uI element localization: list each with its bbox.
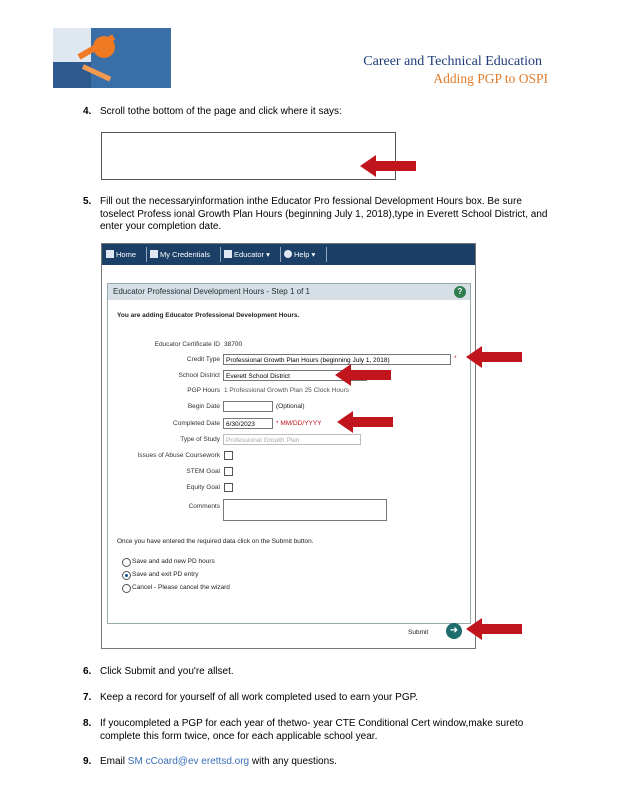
nav-home[interactable]: Home [106,250,136,259]
red-arrow-icon [466,346,522,368]
step-text: Click Submit and you're allset. [100,666,234,677]
red-arrow-icon [466,618,522,640]
option-save-exit-label: Save and exit PD entry [132,571,199,578]
red-arrow-icon [337,411,393,433]
nav-credentials[interactable]: My Credentials [150,250,210,259]
begin-date-hint: (Optional) [276,403,305,410]
step-text: If youcompleted a PGP for each year of thetwo- year CTE Conditional Cert window,make sureto complete this form twice, once for each applicable school year. [100,718,524,742]
step-number: 9. [83,756,92,767]
equity-goal-label: Equity Goal [186,484,220,491]
completed-date-input[interactable]: 6/30/2023 [223,418,273,429]
pgp-hours-label: PGP Hours [187,387,220,394]
example-box [101,132,396,180]
red-arrow-icon [335,364,391,386]
credit-type-select[interactable]: Professional Growth Plan Hours (beginning July 1, 2018) [223,354,451,365]
cert-label: Educator Certificate ID [154,341,220,348]
credit-type-label: Credit Type [186,356,220,363]
step-text: Email SM cCoard@ev erettsd.org with any questions. [100,756,337,767]
begin-date-input[interactable] [223,401,273,412]
district-logo [53,28,171,88]
header-title: Career and Technical Education [363,54,542,69]
school-district-input[interactable]: Everett School District [223,370,367,381]
help-icon [284,250,292,258]
submit-arrow-icon[interactable]: ➜ [446,623,462,639]
step-number: 4. [83,106,92,117]
email-link[interactable]: SM cCoard@ev erettsd.org [127,756,250,767]
step-text: Scroll tothe bottom of the page and click where it says: [100,106,342,117]
abuse-coursework-label: Issues of Abuse Coursework [137,452,220,459]
step-number: 6. [83,666,92,677]
stem-goal-label: STEM Goal [186,468,220,475]
step-number: 7. [83,692,92,703]
stem-goal-checkbox[interactable] [224,467,233,476]
form-intro: You are adding Educator Professional Development Hours. [117,312,300,319]
step-number: 8. [83,718,92,729]
document-icon [150,250,158,258]
option-save-add-label: Save and add new PD hours [132,558,215,565]
option-save-exit-radio[interactable] [122,571,131,580]
nav-bar [102,244,475,265]
comments-label: Comments [188,503,220,510]
type-of-study-select[interactable]: Professional Growth Plan [223,434,361,445]
school-district-label: School District [178,372,220,379]
cert-value: 38700 [224,341,243,348]
step-text: Keep a record for yourself of all work completed used to earn your PGP. [100,692,418,703]
step-text: Fill out the necessaryinformation inthe Educator Pro fessional Development Hours box. Be sure toselect Profess ional Growth Plan Hours (beginning July 1, 2018),type in Everett School District, and enter your completion date. [100,196,548,232]
abuse-coursework-checkbox[interactable] [224,451,233,460]
begin-date-label: Begin Date [187,403,220,410]
nav-educator[interactable]: Educator ▾ [224,250,270,259]
option-cancel-label: Cancel - Please cancel the wizard [132,584,230,591]
completed-date-label: Completed Date [173,420,220,427]
pd-hours-form: Educator Professional Development Hours - Step 1 of 1 ? You are adding Educator Professional Development Hours. Educator Certificate ID 38700 Credit Type Professional Growth Plan Hours (beginning July 1, 2018) * School District Everett School District PGP Hours 1 Professional Growth Plan 25 Clock Hours Begin Date (Optional) Completed Date 6/30/2023 * MM/DD/YYYY Type of Study Professional Growth Plan Issues of Abuse Coursework STEM Goal Equity Goal Comments Once you have entered the required data click on the Submit button. Save and add new PD hours Save and exit PD entry Cancel - Please cancel the wizard [107,283,471,624]
submit-instructions: Once you have entered the required data click on the Submit button. [117,538,314,545]
embedded-screenshot [101,243,476,649]
step-number: 5. [83,196,92,207]
form-title-bar: Educator Professional Development Hours - Step 1 of 1 ? [108,284,470,300]
home-icon [106,250,114,258]
option-cancel-radio[interactable] [122,584,131,593]
completed-date-hint: * MM/DD/YYYY [276,420,322,427]
type-of-study-label: Type of Study [180,436,220,443]
option-save-add-radio[interactable] [122,558,131,567]
equity-goal-checkbox[interactable] [224,483,233,492]
help-icon[interactable]: ? [454,286,466,298]
nav-help[interactable]: Help ▾ [284,250,315,259]
pgp-hours-value: 1 Professional Growth Plan 25 Clock Hours [224,387,350,394]
comments-textarea[interactable] [223,499,387,521]
header-subtitle: Adding PGP to OSPI [433,71,548,86]
red-arrow-icon [360,155,416,177]
submit-label[interactable]: Submit [408,629,429,636]
document-icon [224,250,232,258]
